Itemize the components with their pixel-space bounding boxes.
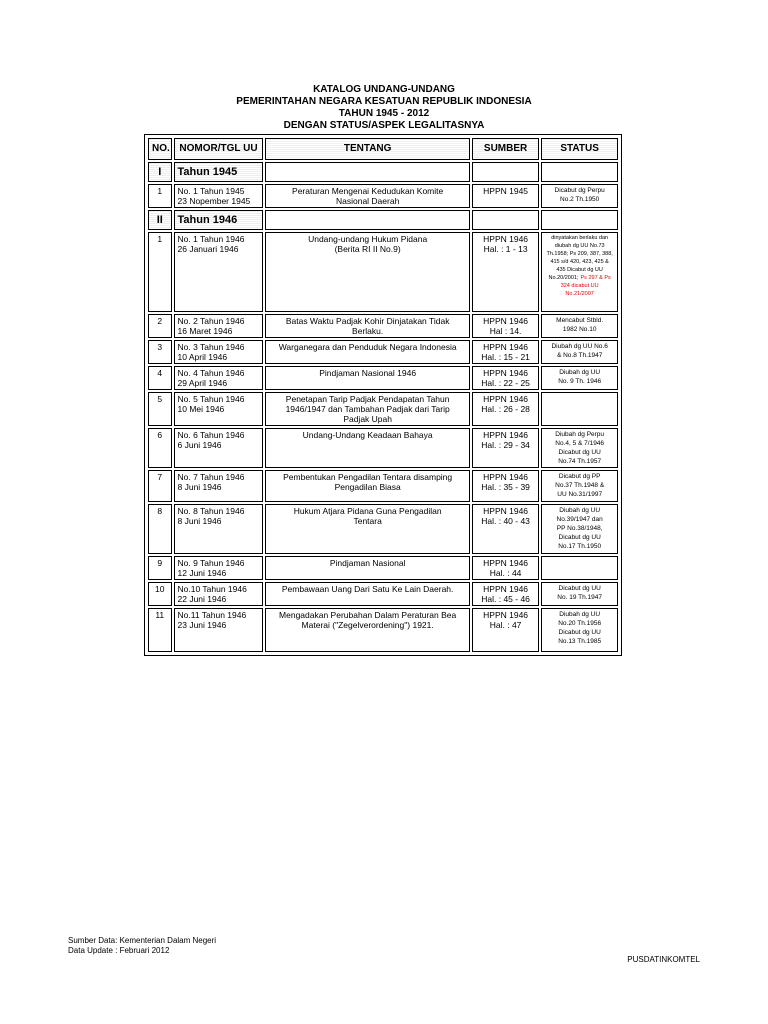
section-label: Tahun 1945 xyxy=(174,162,264,182)
row-tentang-line: Tentara xyxy=(353,516,382,526)
title-line-3: TAHUN 1945 - 2012 xyxy=(338,108,430,119)
row-status xyxy=(541,470,618,502)
row-status-line: dinyatakan berlaku dan xyxy=(551,235,609,241)
row-status-line: No.39/1947 dan xyxy=(556,516,603,523)
row-status-line: No.2 Th.1950 xyxy=(560,196,600,203)
row-tentang-line: 1946/1947 dan Tambahan Padjak dari Tarip xyxy=(285,404,450,414)
row-sumber-line: Hal. : 15 - 21 xyxy=(481,352,530,362)
row-nomor-line: 10 April 1946 xyxy=(177,352,228,362)
section-label: Tahun 1946 xyxy=(174,210,264,230)
row-tentang-line: Nasional Daerah xyxy=(335,196,400,206)
row-status-line: Dicabut dg UU xyxy=(558,449,601,456)
row-tentang-line xyxy=(269,440,465,450)
row-tentang xyxy=(265,608,469,652)
row-nomor-line: No. 4 Tahun 1946 xyxy=(177,368,245,378)
row-status xyxy=(541,314,618,338)
row-status-line: Dicabut dg Perpu xyxy=(554,187,605,194)
row-sumber-line: Hal. : 40 - 43 xyxy=(481,516,530,526)
row-no: 5 xyxy=(148,392,172,426)
row-nomor-line: 29 April 1946 xyxy=(177,378,228,388)
row-tentang-line: Pembentukan Pengadilan Tentara disamping xyxy=(283,472,453,482)
row-tentang-line: Materai ("Zegelverordening") 1921. xyxy=(301,620,434,630)
row-status-line: Diubah dg Perpu xyxy=(555,431,605,438)
row-nomor xyxy=(174,366,264,390)
row-sumber-line: Hal. : 22 - 25 xyxy=(481,378,530,388)
row-tentang xyxy=(265,340,469,364)
row-tentang xyxy=(265,556,469,580)
row-tentang-line: Pembawaan Uang Dari Satu Ke Lain Daerah. xyxy=(281,584,454,594)
header-no: NO. xyxy=(148,138,172,160)
row-nomor xyxy=(174,582,264,606)
row-nomor-line: 23 Juni 1946 xyxy=(177,620,227,630)
row-nomor-line: No. 2 Tahun 1946 xyxy=(177,316,245,326)
header-status: STATUS xyxy=(541,138,618,160)
row-tentang-line xyxy=(269,378,465,388)
row-status-line: Diubah dg UU No.6 xyxy=(551,343,608,350)
row-nomor xyxy=(174,556,264,580)
row-status xyxy=(541,608,618,652)
row-sumber-line: HPPN 1946 xyxy=(483,506,529,516)
row-no: 10 xyxy=(148,582,172,606)
row-tentang-line: Undang-Undang Keadaan Bahaya xyxy=(302,430,433,440)
footer-publisher: PUSDATINKOMTEL xyxy=(627,955,700,964)
row-nomor-line: 8 Juni 1946 xyxy=(177,516,222,526)
row-sumber-line: HPPN 1946 xyxy=(483,234,529,244)
row-status-line: Dicabut dg UU xyxy=(558,629,601,636)
row-status xyxy=(541,366,618,390)
row-sumber-line: HPPN 1946 xyxy=(483,430,529,440)
row-sumber xyxy=(472,184,539,208)
section-roman: I xyxy=(148,162,172,182)
section-blank-cell xyxy=(472,162,539,182)
row-status-line: diubah dg UU No.73 xyxy=(554,243,605,249)
table-row xyxy=(148,232,618,312)
footer-update: Data Update : Februari 2012 xyxy=(68,946,170,955)
row-no: 1 xyxy=(148,232,172,312)
row-nomor-line: No. 3 Tahun 1946 xyxy=(177,342,245,352)
row-tentang-line: Undang-undang Hukum Pidana xyxy=(308,234,428,244)
row-tentang xyxy=(265,582,469,606)
row-status-line: Diubah dg UU xyxy=(559,507,601,514)
table-header-row xyxy=(148,138,618,160)
row-tentang xyxy=(265,470,469,502)
row-sumber-line: HPPN 1946 xyxy=(483,584,529,594)
table-row xyxy=(148,184,618,208)
row-tentang-line: Pindjaman Nasional xyxy=(329,558,406,568)
row-tentang xyxy=(265,232,469,312)
row-status xyxy=(541,232,618,312)
row-nomor xyxy=(174,608,264,652)
row-nomor-line: No. 1 Tahun 1945 xyxy=(177,186,245,196)
row-status-line: No.21/2007 xyxy=(565,291,594,297)
row-tentang-line: Penetapan Tarip Padjak Pendapatan Tahun xyxy=(285,394,450,404)
row-no: 6 xyxy=(148,428,172,468)
row-status-line: No.74 Th.1957 xyxy=(558,458,602,465)
row-status-line: Dicabut dg UU xyxy=(558,585,601,592)
table-row xyxy=(148,608,618,652)
row-tentang-line xyxy=(269,594,465,604)
row-status-line: No.20/2001; xyxy=(548,275,579,281)
row-status-line: 435 Dicabut dg UU xyxy=(556,267,603,273)
row-sumber-line: HPPN 1946 xyxy=(483,342,529,352)
row-tentang xyxy=(265,314,469,338)
row-tentang-line: Pengadilan Biasa xyxy=(334,482,401,492)
row-sumber-line: Hal. : 29 - 34 xyxy=(481,440,530,450)
row-status-line: Ps 297 & Ps xyxy=(580,275,611,281)
table-row xyxy=(148,556,618,580)
row-status-line: Mencabut Stbld. xyxy=(556,317,604,324)
row-sumber xyxy=(472,232,539,312)
row-status-line: UU No.31/1997 xyxy=(557,491,603,498)
table-row xyxy=(148,392,618,426)
row-nomor xyxy=(174,392,264,426)
row-nomor-line: 26 Januari 1946 xyxy=(177,244,239,254)
row-tentang xyxy=(265,184,469,208)
row-no: 3 xyxy=(148,340,172,364)
table-row xyxy=(148,470,618,502)
row-sumber xyxy=(472,428,539,468)
row-nomor-line: No. 7 Tahun 1946 xyxy=(177,472,245,482)
row-nomor-line: 6 Juni 1946 xyxy=(177,440,222,450)
row-no: 8 xyxy=(148,504,172,554)
row-nomor xyxy=(174,314,264,338)
table-row xyxy=(148,366,618,390)
header-sumber: SUMBER xyxy=(472,138,539,160)
row-sumber-line: Hal. : 35 - 39 xyxy=(481,482,530,492)
row-status-line: No.4, 5 & 7/1946 xyxy=(555,440,605,447)
footer-source-block xyxy=(68,936,216,956)
row-sumber xyxy=(472,582,539,606)
row-sumber xyxy=(472,392,539,426)
title-line-4: DENGAN STATUS/ASPEK LEGALITASNYA xyxy=(283,120,485,131)
row-tentang-line xyxy=(269,568,465,578)
section-blank-cell xyxy=(265,210,469,230)
row-tentang xyxy=(265,504,469,554)
row-nomor-line: No. 9 Tahun 1946 xyxy=(177,558,245,568)
row-no: 11 xyxy=(148,608,172,652)
header-tentang: TENTANG xyxy=(265,138,469,160)
table-body xyxy=(148,162,618,652)
row-sumber xyxy=(472,314,539,338)
title-line-2: PEMERINTAHAN NEGARA KESATUAN REPUBLIK INDONESIA xyxy=(236,96,532,107)
row-status-line: No. 19 Th.1947 xyxy=(557,594,602,601)
row-no: 4 xyxy=(148,366,172,390)
row-nomor xyxy=(174,504,264,554)
row-tentang-line: (Berita RI II No.9) xyxy=(334,244,401,254)
row-nomor xyxy=(174,184,264,208)
section-blank-cell xyxy=(541,210,618,230)
row-sumber xyxy=(472,366,539,390)
row-nomor-line: 10 Mei 1946 xyxy=(177,404,225,414)
row-nomor xyxy=(174,232,264,312)
row-tentang-line: Hukum Atjara Pidana Guna Pengadilan xyxy=(293,506,442,516)
row-status-line: PP No.38/1948, xyxy=(556,525,603,532)
row-sumber-line: HPPN 1945 xyxy=(483,186,529,196)
row-sumber-line: HPPN 1946 xyxy=(483,472,529,482)
catalog-table xyxy=(146,136,620,654)
row-tentang-line: Batas Waktu Padjak Kohir Dinjatakan Tidak xyxy=(285,316,450,326)
row-status-line: 324 dicabut UU xyxy=(560,283,599,289)
row-nomor-line: No.10 Tahun 1946 xyxy=(177,584,247,594)
table-row xyxy=(148,428,618,468)
row-status xyxy=(541,556,618,580)
row-nomor-line: 16 Maret 1946 xyxy=(177,326,233,336)
row-status-line: Th.1958; Ps 209, 387, 388, xyxy=(546,251,613,257)
row-sumber xyxy=(472,556,539,580)
row-status xyxy=(541,184,618,208)
footer-source: Sumber Data: Kementerian Dalam Negeri xyxy=(68,936,217,945)
row-nomor xyxy=(174,470,264,502)
row-status xyxy=(541,582,618,606)
document-title xyxy=(0,84,768,132)
row-status xyxy=(541,392,618,426)
row-status-line: No. 9 Th. 1946 xyxy=(558,378,602,385)
table-row xyxy=(148,504,618,554)
row-nomor-line: No. 1 Tahun 1946 xyxy=(177,234,245,244)
row-status xyxy=(541,340,618,364)
row-sumber-line: Hal. : 47 xyxy=(489,620,522,630)
row-sumber-line: Hal : 14. xyxy=(489,326,522,336)
row-no: 9 xyxy=(148,556,172,580)
row-nomor-line: 12 Juni 1946 xyxy=(177,568,227,578)
row-sumber-line: Hal. : 44 xyxy=(489,568,522,578)
row-status-line: No.17 Th.1950 xyxy=(558,543,602,550)
table-row xyxy=(148,582,618,606)
row-nomor-line: No. 5 Tahun 1946 xyxy=(177,394,245,404)
row-nomor-line: 23 Nopember 1945 xyxy=(177,196,251,206)
row-sumber-line: Hal. : 1 - 13 xyxy=(483,244,528,254)
row-nomor-line: 22 Juni 1946 xyxy=(177,594,227,604)
row-sumber-line: HPPN 1946 xyxy=(483,610,529,620)
section-blank-cell xyxy=(541,162,618,182)
row-sumber-line: Hal. : 45 - 46 xyxy=(481,594,530,604)
table-row xyxy=(148,340,618,364)
row-tentang xyxy=(265,392,469,426)
row-status-line: Diubah dg UU xyxy=(559,369,601,376)
row-nomor-line: No. 8 Tahun 1946 xyxy=(177,506,245,516)
row-sumber-line: HPPN 1946 xyxy=(483,368,529,378)
row-sumber-line: HPPN 1946 xyxy=(483,394,529,404)
header-nomor: NOMOR/TGL UU xyxy=(174,138,264,160)
row-sumber xyxy=(472,470,539,502)
section-blank-cell xyxy=(265,162,469,182)
title-line-1: KATALOG UNDANG-UNDANG xyxy=(313,84,455,95)
row-nomor-line: No.11 Tahun 1946 xyxy=(177,610,247,620)
row-sumber xyxy=(472,608,539,652)
section-row xyxy=(148,210,618,230)
row-status-line: & No.8 Th.1947 xyxy=(556,352,603,359)
row-nomor-line: No. 6 Tahun 1946 xyxy=(177,430,245,440)
row-tentang-line: Peraturan Mengenai Kedudukan Komite xyxy=(292,186,444,196)
row-tentang-line: Berlaku. xyxy=(352,326,384,336)
row-status-line: Diubah dg UU xyxy=(559,611,601,618)
row-no: 1 xyxy=(148,184,172,208)
row-nomor xyxy=(174,428,264,468)
row-status-line: 1982 No.10 xyxy=(562,326,597,333)
section-roman: II xyxy=(148,210,172,230)
catalog-table-frame xyxy=(144,134,622,656)
row-tentang xyxy=(265,366,469,390)
row-status xyxy=(541,428,618,468)
row-sumber-line xyxy=(476,196,535,206)
row-sumber xyxy=(472,340,539,364)
row-sumber-line: HPPN 1946 xyxy=(483,558,529,568)
table-row xyxy=(148,314,618,338)
row-nomor-line: 8 Juni 1946 xyxy=(177,482,222,492)
row-status xyxy=(541,504,618,554)
row-no: 7 xyxy=(148,470,172,502)
row-status-line: No.37 Th.1948 & xyxy=(555,482,605,489)
row-status-line: Dicabut dg PP xyxy=(558,473,601,480)
row-tentang-line: Warganegara dan Penduduk Negara Indonesia xyxy=(278,342,457,352)
row-sumber xyxy=(472,504,539,554)
row-status-line: No.20 Th.1956 xyxy=(558,620,602,627)
row-tentang-line: Padjak Upah xyxy=(343,414,392,424)
row-sumber-line: Hal. : 26 - 28 xyxy=(481,404,530,414)
section-row xyxy=(148,162,618,182)
row-status-line: No.13 Th.1985 xyxy=(558,638,602,645)
row-tentang-line: Mengadakan Perubahan Dalam Peraturan Bea xyxy=(279,610,457,620)
row-tentang-line: Pindjaman Nasional 1946 xyxy=(319,368,417,378)
row-tentang-line xyxy=(269,352,465,362)
row-status-line: 415 s/d 420, 423, 425 & xyxy=(550,259,609,265)
row-sumber-line: HPPN 1946 xyxy=(483,316,529,326)
section-blank-cell xyxy=(472,210,539,230)
row-tentang xyxy=(265,428,469,468)
row-nomor xyxy=(174,340,264,364)
row-no: 2 xyxy=(148,314,172,338)
row-status-line: Dicabut dg UU xyxy=(558,534,601,541)
